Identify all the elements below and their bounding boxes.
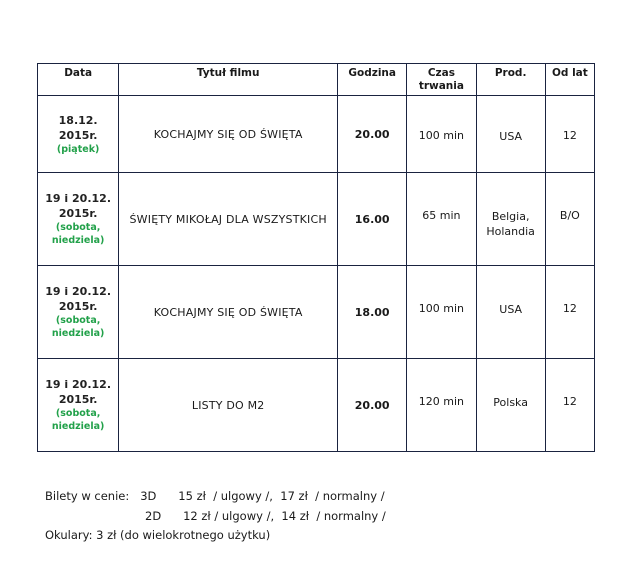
duration-text: 65 min [422,209,461,222]
show-hour: 20.00 [338,359,407,452]
table-row [38,359,595,452]
date-cell [38,266,119,359]
price-2d-text: 12 zł / ulgowy /, 14 zł / normalny / [183,509,386,523]
table-row [38,96,595,173]
age-cell [545,266,594,359]
date-cell [38,359,119,452]
production-text: USA [499,130,523,143]
glasses-price-note: Okulary: 3 zł (do wielokrotnego użytku) [45,528,271,542]
table-row [38,266,595,359]
format-2d-label: 2D [145,509,162,523]
age-cell [545,173,594,266]
show-hour: 20.00 [338,96,407,173]
ticket-price-2d-line [145,509,386,523]
day-text: (sobota, niedziela) [51,315,105,339]
movie-title: KOCHAJMY SIĘ OD ŚWIĘTA [119,96,338,173]
date-text: 19 i 20.12. 2015r. [45,285,111,313]
date-text: 18.12. 2015r. [58,113,98,142]
show-hour: 18.00 [338,266,407,359]
day-text: (sobota, niedziela) [51,408,105,432]
table-header-row [38,64,595,96]
production-cell [476,266,545,359]
day-text: (sobota, niedziela) [51,222,105,246]
table-row [38,173,595,266]
screening-schedule-table [37,63,595,452]
day-text: (piątek) [56,143,100,155]
production-cell [476,173,545,266]
show-hour: 16.00 [338,173,407,266]
duration-cell [407,96,476,173]
duration-text: 100 min [418,302,465,315]
age-text: 12 [562,395,577,408]
duration-text: 120 min [418,395,465,408]
format-3d-label: 3D [140,489,157,503]
age-text: 12 [562,302,577,315]
header-duration: Czas trwania [407,64,476,96]
header-hour: Godzina [338,64,407,96]
duration-text: 100 min [418,129,465,142]
header-title: Tytuł filmu [119,64,338,96]
production-text: Polska [493,396,528,409]
header-production: Prod. [476,64,545,96]
date-cell [38,96,119,173]
ticket-price-3d-line [45,489,385,503]
production-text: USA [499,303,523,316]
age-cell [545,96,594,173]
movie-title: LISTY DO M2 [119,359,338,452]
ticket-price-label: Bilety w cenie: [45,489,130,503]
age-text: B/O [559,209,580,222]
production-cell [476,96,545,173]
date-text: 19 i 20.12. 2015r. [45,192,111,220]
price-3d-text: 15 zł / ulgowy /, 17 zł / normalny / [178,489,385,503]
date-text: 19 i 20.12. 2015r. [45,378,111,406]
movie-title: ŚWIĘTY MIKOŁAJ DLA WSZYSTKICH [119,173,338,266]
date-cell [38,173,119,266]
age-text: 12 [562,129,577,142]
production-text: Belgia, Holandia [486,210,535,238]
header-date: Data [38,64,119,96]
age-cell [545,359,594,452]
duration-cell [407,266,476,359]
movie-title: KOCHAJMY SIĘ OD ŚWIĘTA [119,266,338,359]
production-cell [476,359,545,452]
header-age-rating: Od lat [545,64,594,96]
duration-cell [407,173,476,266]
duration-cell [407,359,476,452]
